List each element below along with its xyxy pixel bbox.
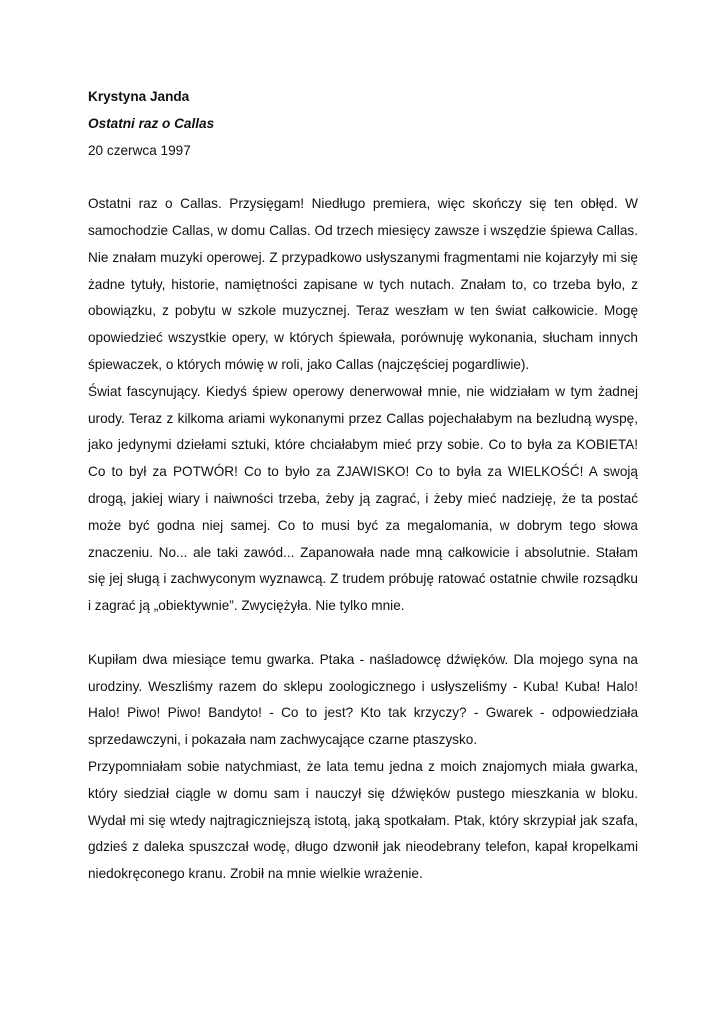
document-date: 20 czerwca 1997 xyxy=(88,142,191,158)
document-title: Ostatni raz o Callas xyxy=(88,115,215,131)
paragraph-1: Ostatni raz o Callas. Przysięgam! Niedługo premiera, więc skończy się ten obłęd. W samochodzie Callas, w domu Callas. Od trzech miesięcy zawsze i wszędzie śpiewa Callas. Nie znałam muzyki operowej. Z przypadkowo usłyszanymi fragmentami nie kojarzyły mi się żadne tytuły, historie, namiętności zapisane w tych nutach. Znałam to, co trzeba było, z obowiązku, z pobytu w szkole muzycznej. Teraz weszłam w ten świat całkowicie. Mogę opowiedzieć wszystkie opery, w których śpiewała, porównuję wykonania, słucham innych śpiewaczek, o których mówię w roli, jako Callas (najczęściej pogardliwie). xyxy=(88,196,638,372)
spacer xyxy=(88,620,638,647)
author-name: Krystyna Janda xyxy=(88,89,190,104)
paragraph-3: Kupiłam dwa miesiące temu gwarka. Ptaka - naśladowcę dźwięków. Dla mojego syna na urodziny. Weszliśmy razem do sklepu zoologicznego i usłyszeliśmy - Kuba! Kuba! Halo! Halo! Piwo! Piwo! Bandyto! - Co to jest? Kto tak krzyczy? - Gwarek - odpowiedziała sprzedawczyni, i pokazała nam zachwycające czarne ptaszysko. xyxy=(88,651,638,748)
spacer xyxy=(88,164,638,191)
paragraph-4: Przypomniałam sobie natychmiast, że lata temu jedna z moich znajomych miała gwarka, który siedział ciągle w domu sam i nauczył się dźwięków pustego mieszkania w bloku. Wydał mi się wtedy najtragiczniejszą istotą, jaką spotkałam. Ptak, który skrzypiał jak szafa, gdzieś z daleka spuszczał wodę, długo dzwonił jak nieodebrany telefon, kapał kropelkami niedokręconego kranu. Zrobił na mnie wielkie wrażenie. xyxy=(88,758,638,882)
document-page xyxy=(88,84,638,888)
paragraph-2: Świat fascynujący. Kiedyś śpiew operowy denerwował mnie, nie widziałam w tym żadnej urody. Teraz z kilkoma ariami wykonanymi przez Callas pojechałabym na bezludną wyspę, jako jedynymi dziełami sztuki, które chciałabym mieć przy sobie. Co to była za KOBIETA! Co to był za POTWÓR! Co to było za ZJAWISKO! Co to była za WIELKOŚĆ! A swoją drogą, jakiej wiary i naiwności trzeba, żeby ją zagrać, i żeby mieć nadzieję, że ta postać może być godna niej samej. Co to musi być za megalomania, w dobrym tego słowa znaczeniu. No... ale taki zawód... Zapanowała nade mną całkowicie i absolutnie. Stałam się jej sługą i zachwyconym wyznawcą. Z trudem próbuję ratować ostatnie chwile rozsądku i zagrać ją „obiektywnie”. Zwyciężyła. Nie tylko mnie. xyxy=(88,383,638,614)
